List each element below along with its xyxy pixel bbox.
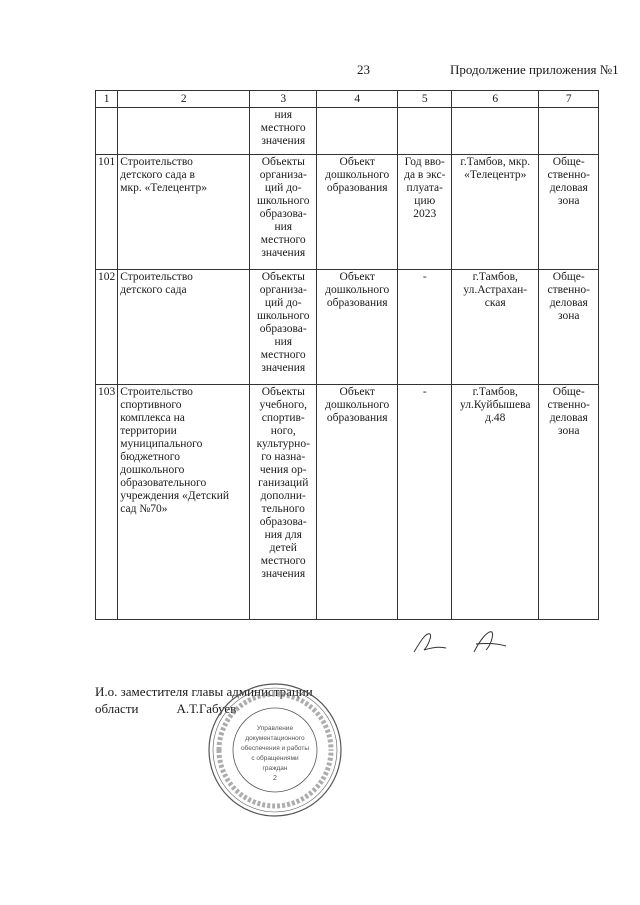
signoff-position: И.о. заместителя главы администрации [95,684,313,699]
column-header: 1 [96,91,118,108]
object-zone: Обще- ственно- деловая зона [539,385,599,620]
column-header: 6 [452,91,539,108]
page-number: 23 [357,62,370,77]
object-zone [539,108,599,155]
row-number: 103 [96,385,118,620]
signoff-region: области [95,701,139,716]
column-header: 2 [118,91,250,108]
object-type: Объект дошкольного образования [317,155,398,270]
signature-mark [410,628,450,656]
object-type [317,108,398,155]
table-row [96,270,599,385]
objects-table [95,90,599,620]
object-name: Строительство детского сада в мкр. «Телецентр» [118,155,250,270]
row-number: 102 [96,270,118,385]
object-category: Объекты организа- ций до- школьного образова- ния местного значения [250,155,317,270]
object-type: Объект дошкольного образования [317,270,398,385]
object-location: г.Тамбов, ул.Астрахан- ская [452,270,539,385]
svg-text:обеспечения и работы: обеспечения и работы [240,745,310,752]
column-header: 5 [398,91,452,108]
object-status: Год вво- да в экс- плуата- цию 2023 [398,155,452,270]
svg-text:с обращениями: с обращениями [251,755,299,762]
official-seal [205,680,345,820]
object-location: г.Тамбов, ул.Куйбышева д.48 [452,385,539,620]
column-header: 4 [317,91,398,108]
object-location [452,108,539,155]
object-location: г.Тамбов, мкр. «Телецентр» [452,155,539,270]
object-category: Объекты организа- ций до- школьного образова- ния местного значения [250,270,317,385]
table-row [96,108,599,155]
svg-text:граждан: граждан [262,765,288,772]
table-header-row [96,91,599,108]
signoff-name: А.Т.Габуев [176,701,237,716]
object-zone: Обще- ственно- деловая зона [539,155,599,270]
row-number: 101 [96,155,118,270]
column-header: 7 [539,91,599,108]
object-name [118,108,250,155]
object-name: Строительство детского сада [118,270,250,385]
svg-text:Управление: Управление [256,725,294,732]
object-status: - [398,270,452,385]
object-type: Объект дошкольного образования [317,385,398,620]
signature-mark [470,628,510,656]
object-zone: Обще- ственно- деловая зона [539,270,599,385]
object-name: Строительство спортивного комплекса на территории муниципального бюджетного дошкольного образовательного учреждения «Детский сад №70» [118,385,250,620]
svg-text:документационного: документационного [245,735,305,742]
table-row [96,155,599,270]
object-status [398,108,452,155]
object-category: Объекты учебного, спортив- ного, культурно- го назна- чения ор- ганизаций дополни- тельного образова- ния для детей местного значения [250,385,317,620]
row-number [96,108,118,155]
object-category: ния местного значения [250,108,317,155]
continuation-title: Продолжение приложения №1 [450,62,619,77]
object-status: - [398,385,452,620]
column-header: 3 [250,91,317,108]
svg-text:2: 2 [273,775,277,782]
table-row [96,385,599,620]
